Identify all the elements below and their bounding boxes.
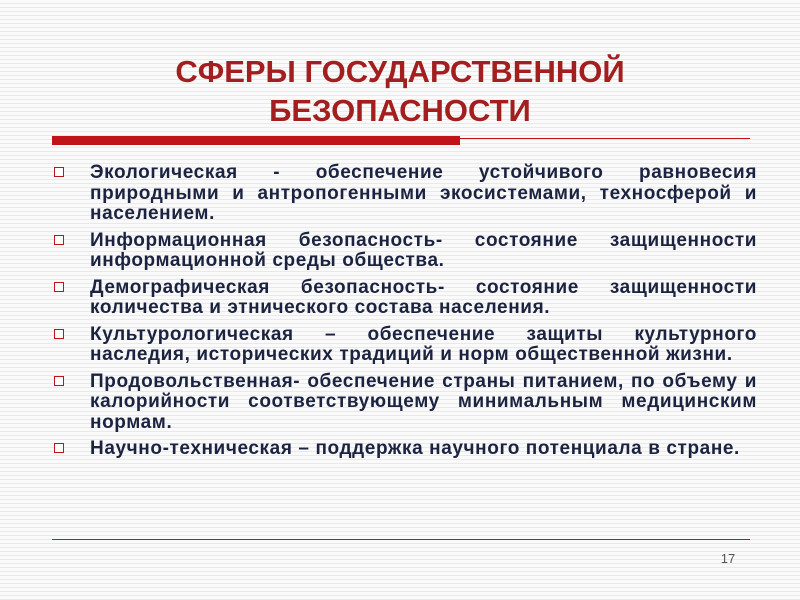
list-item bbox=[52, 231, 757, 272]
square-bullet-icon bbox=[54, 235, 64, 245]
list-item-text: Культурологическая – обеспечение защиты культурного наследия, исторических традиций и норм общественной жизни. bbox=[90, 323, 757, 365]
list-item bbox=[52, 163, 757, 225]
title-underline-thick bbox=[52, 136, 460, 145]
square-bullet-icon bbox=[54, 376, 64, 386]
square-bullet-icon bbox=[54, 282, 64, 292]
slide-title-line-2: БЕЗОПАСНОСТИ bbox=[269, 93, 531, 128]
slide-title bbox=[100, 52, 700, 130]
list-item bbox=[52, 325, 757, 366]
list-item bbox=[52, 372, 757, 434]
footer-rule bbox=[52, 539, 750, 540]
list-item-text: Демографическая безопасность- состояние защищенности количества и этнического состава населения. bbox=[90, 276, 757, 318]
list-item-text: Продовольственная- обеспечение страны питанием, по объему и калорийности соответствующему минимальным медицинским нормам. bbox=[90, 370, 757, 433]
title-underline-thin bbox=[460, 138, 750, 139]
square-bullet-icon bbox=[54, 167, 64, 177]
square-bullet-icon bbox=[54, 443, 64, 453]
slide-title-line-1: СФЕРЫ ГОСУДАРСТВЕННОЙ bbox=[175, 54, 625, 89]
list-item-text: Информационная безопасность- состояние защищенности информационной среды общества. bbox=[90, 229, 757, 271]
square-bullet-icon bbox=[54, 329, 64, 339]
page-number: 17 bbox=[720, 551, 736, 566]
list-item bbox=[52, 439, 757, 460]
list-item-text: Экологическая - обеспечение устойчивого равновесия природными и антропогенными экосистемами, техносферой и населением. bbox=[90, 162, 757, 224]
list-item bbox=[52, 278, 757, 319]
list-item-text: Научно-техническая – поддержка научного потенциала в стране. bbox=[90, 438, 740, 459]
bullet-list bbox=[52, 163, 757, 466]
